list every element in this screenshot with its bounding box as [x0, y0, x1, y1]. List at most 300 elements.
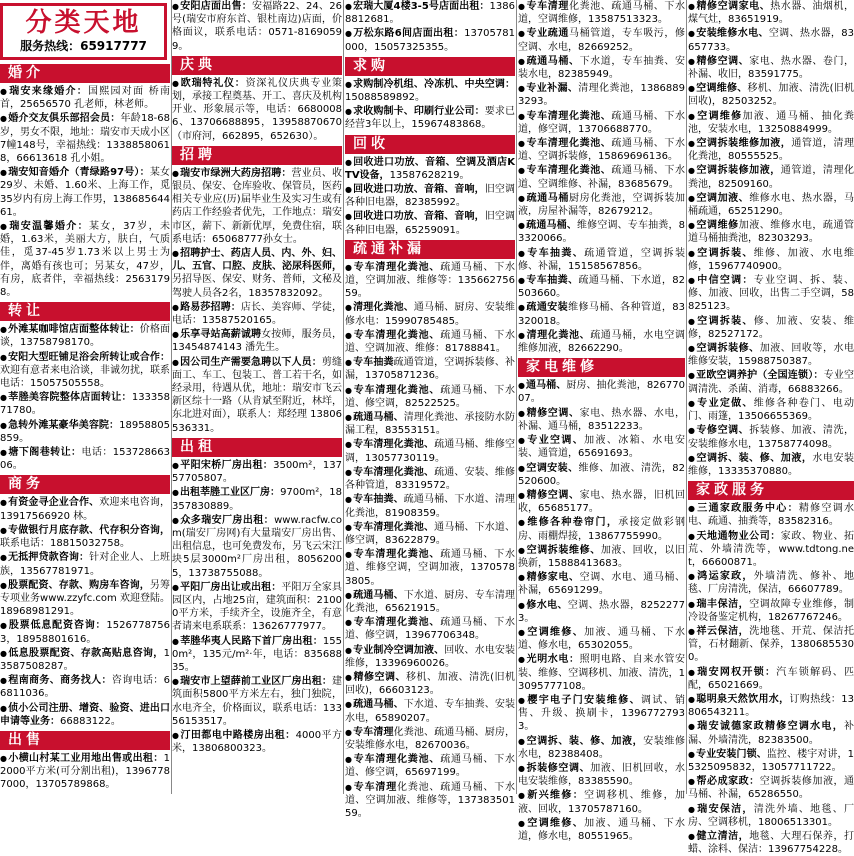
classified-ad — [688, 164, 854, 190]
classified-ad — [345, 644, 515, 670]
ad-body: 疏通马桶、维修空调，13057730119。 — [345, 439, 516, 464]
ad-body: 安福路22、24、26号(瑞安市府东首、银杜南边)店面，价格面议，联系电话：0571-81690599。 — [172, 1, 343, 52]
ad-body: 加液、回收，以旧换新，15888413683。 — [518, 544, 686, 569]
ad-body: 清洗外墙、地毯、厂房、空调移机，18006513301。 — [688, 803, 854, 828]
ad-headline: 空调拆装维修加液， — [696, 138, 792, 150]
ad-headline: 瑞安网权开锁： — [697, 666, 777, 678]
classified-ad — [0, 551, 170, 577]
classified-ad — [0, 496, 170, 522]
classified-ad — [518, 247, 685, 273]
classified-ad — [518, 735, 685, 761]
classified-ad — [518, 762, 685, 788]
ad-body: 18958805859。 — [0, 419, 171, 444]
ad-headline: 回收进口功放、音箱、音响， — [353, 211, 485, 223]
classified-ad — [172, 635, 342, 675]
classified-ad — [0, 702, 170, 728]
ad-body: 补漏、外墙清洗，82383500。 — [688, 721, 854, 746]
ad-headline: 空调拆装、 — [697, 247, 754, 259]
classified-ad — [345, 781, 515, 821]
ad-headline: 专车清理化粪池、 — [353, 521, 435, 533]
ad-headline: 疏通马桶 — [526, 192, 569, 204]
ad-headline: 专业安装门锁、 — [696, 748, 767, 760]
ad-body: 营业员、收银员、保安、仓库验收、保管员，医药相关专业应(历)届毕业生及实习生或有药店工作经验者优先，工作地点：瑞安市区，薪下、新新优厚，免费住宿，联系电话：65068777孙女士。 — [172, 167, 343, 245]
classified-ad — [688, 315, 854, 341]
section-header: 出售 — [0, 731, 170, 750]
ad-body: 加液、冰箱、水电安装、通管道，65691693。 — [518, 435, 686, 460]
ad-body: 专业空调清洗、杀菌、消毒，66883266。 — [688, 370, 854, 395]
classified-ad — [688, 424, 854, 450]
classified-ad — [345, 753, 515, 779]
ad-body: 另招导医、保安、财务、普师，文秘及驾驶人员各2名，18357832092。 — [172, 274, 342, 299]
ad-body: 加液、通马桶、下水道、修水电，65302055。 — [518, 626, 686, 652]
ad-body: 旧空调各种旧电器，65259091。 — [345, 211, 516, 236]
classified-ad — [0, 220, 170, 299]
ad-body: www.racfw.com(瑞安厂房网)有大量瑞安厂房出售、出租信息，也可免费发布，另飞云宋江块5层3000m²厂房出租，80562005，13738755088。 — [172, 514, 342, 579]
classified-ad — [345, 0, 515, 26]
section-header: 家政服务 — [688, 481, 854, 500]
ad-body: 维修、加液、清洗，82520600。 — [518, 462, 685, 487]
ad-body: 下水道、专车抽粪、安装水电，65890207。 — [345, 699, 516, 724]
ad-body: 清理化粪池，13868893293。 — [518, 83, 686, 108]
ad-body: 建筑面积5800平方米左右，独门独院，水电齐全，价格面议，联系电话：13356153517。 — [172, 676, 342, 727]
ad-body: 空调故障专业维修，制冷设备鉴定机构，18267767246。 — [688, 598, 854, 623]
ad-body: 平阳万全家具园区内，占地25亩，建筑面积：21000平方米，手续齐全，设施齐全，有意者请来电系联系：13626777977。 — [172, 581, 343, 633]
ad-headline: 小横山村某工业用地出售或出租： — [8, 752, 164, 764]
classified-ad — [688, 502, 854, 528]
ad-body: 加液、维修水电，疏通管道马桶抽粪池，82303293。 — [688, 220, 854, 245]
classified-ad — [172, 77, 342, 143]
ad-headline: 聪明泉天然饮用水， — [696, 693, 790, 705]
ad-body: 年龄18-68岁，男女不限，地址：瑞安市天成小区7幢148号，幸福热线：13388580618，66613618 孔小姐。 — [0, 113, 171, 165]
ad-body: 加液、回收等，水电维修安装，15988750387。 — [688, 343, 854, 368]
ad-body: 13587508287。 — [0, 647, 171, 672]
ad-headline: 急转外滩某豪华美容院： — [8, 419, 120, 431]
classified-ad — [518, 301, 685, 327]
ad-headline: 精修空调家电、 — [696, 1, 771, 12]
ad-headline: 侦小公司注册、增资、验资、进出口申请等业务： — [0, 702, 170, 727]
ad-headline: 求收购制卡、印刷行业公司： — [353, 106, 485, 118]
classified-ad — [172, 729, 342, 755]
ad-headline: 空调维修 — [697, 110, 743, 122]
ad-headline: 空调维修 — [696, 220, 739, 232]
ad-body: 15088589892。 — [345, 92, 425, 104]
ad-headline: 亚欧空调养护（全国连锁）： — [696, 370, 824, 382]
ad-headline: 空调拆、装、修、加液， — [696, 452, 813, 464]
ad-headline: 招聘护士、药店人员、内、外、妇、儿、五官、口腔、皮肤、泌尿科医师， — [172, 248, 342, 273]
ad-body: 监控、楼宇对讲，15325095832，13057711722。 — [688, 748, 854, 773]
ad-headline: 维修各种卷帘门， — [527, 517, 619, 529]
ad-headline: 瑞安市绿洲大药房招聘： — [180, 167, 292, 179]
ad-body: 拆装修、加液、清洗，安装维修水电，13758774098。 — [688, 425, 854, 450]
classified-ad — [518, 55, 685, 81]
ad-body: 调试、销售、升级、换刷卡，13967727933。 — [518, 694, 686, 733]
ad-body: 欢迎有意者来电洽谈，非诚勿扰，联系电话：15057505558。 — [0, 364, 170, 390]
classified-ad — [688, 219, 854, 245]
ad-headline: 平阳厂房出让或出租： — [180, 581, 282, 593]
ad-headline: 因公司生产需要急聘以下人员： — [180, 356, 322, 368]
classified-ad — [172, 356, 342, 435]
column-divider — [686, 0, 687, 794]
ad-body: 疏通马桶、下水道、清理化粪池，81908359。 — [345, 494, 516, 519]
ad-headline: 中信空调： — [697, 275, 754, 287]
ad-headline: 专车抽粪 — [353, 357, 394, 369]
ad-headline: 清理化粪池、 — [526, 329, 591, 341]
classified-ad — [345, 384, 515, 410]
classified-ad — [518, 407, 685, 433]
ad-body: 13335871780。 — [0, 392, 171, 417]
classified-ad — [518, 516, 685, 542]
ad-headline: 专业定做、 — [697, 397, 754, 409]
classified-ad — [172, 0, 342, 53]
ad-headline: 疏通马桶、 — [353, 699, 404, 711]
ad-body: 清理化粪池、承接防水防漏工程，83553151。 — [345, 412, 516, 437]
ad-headline: 健立清洁， — [696, 830, 750, 842]
ad-body: 加液、通马桶、下水道，修水电，80551965。 — [518, 817, 686, 842]
ad-body: 1550m²，135元/m²·年，电话：83568835。 — [172, 635, 343, 673]
ad-body: 维修空调、专车抽粪，83320066。 — [518, 220, 685, 245]
classified-ad — [345, 27, 515, 53]
ad-body: 洗地毯、开荒、保洁托管，石材翻新、保养，13806855300。 — [688, 625, 854, 664]
ad-headline: 疏通马桶、 — [526, 220, 577, 232]
classified-ad — [518, 653, 685, 693]
classified-ad — [688, 137, 854, 163]
ad-headline: 瑞安保洁， — [697, 803, 754, 815]
classified-ad — [0, 674, 170, 700]
ad-body: 通管道，清理化粪池，80555525。 — [688, 138, 854, 163]
ad-body: 维修、加液、水电维修，15967740900。 — [688, 247, 854, 272]
classified-ad — [0, 351, 170, 391]
ad-headline: 莘塍美容院整体店面转让： — [8, 392, 132, 404]
classified-ad — [518, 817, 685, 843]
classified-ad — [345, 261, 515, 301]
classified-ad — [688, 598, 854, 624]
column-3 — [345, 0, 516, 819]
classified-ad — [688, 666, 854, 692]
classified-ad — [688, 247, 854, 273]
ad-body: 空调、热水器，82522773。 — [518, 599, 686, 624]
ad-body: 要求已经营3年以上，15967483868。 — [345, 106, 516, 131]
ad-body: 热水器、油烟机，煤气灶，83651919。 — [688, 1, 854, 26]
page-title: 分类天地 — [25, 8, 142, 38]
ad-headline: 专车清理化粪池、 — [353, 754, 441, 766]
ad-body: 照明电路、自来水管安装、维修、空调移机、加液、清洗，13095777108。 — [518, 654, 686, 692]
classified-ad — [688, 369, 854, 395]
ad-body: 回收、水电安装维修，13396960026。 — [345, 644, 516, 669]
ad-body: 价格面谈，13758798170。 — [0, 324, 171, 349]
ad-headline: 专车清理 — [353, 781, 398, 793]
ad-body: 承接定做彩钢房、雨棚焊接，13867755990。 — [518, 517, 686, 542]
ad-body: 13705781000，15057325355。 — [345, 28, 515, 53]
ad-headline: 专业空调、 — [527, 435, 585, 447]
ad-headline: 安阳店面出售： — [180, 1, 253, 12]
classified-ad — [345, 548, 515, 588]
ad-headline: 空调维修、 — [527, 626, 585, 638]
classified-ad — [345, 726, 515, 752]
classified-ad — [688, 27, 854, 53]
ad-body: 家电、热水器，旧机回收，65685177。 — [518, 489, 686, 515]
classified-ad — [345, 156, 515, 182]
ad-body: 家电、热水器、卷门，补漏、收旧，83591775。 — [688, 55, 854, 81]
ad-body: 电话：15372866306。 — [0, 447, 171, 472]
ad-body: 空调移机、维修，加液、回收，13705787160。 — [518, 790, 686, 815]
ad-headline: 出租莘塍工业区厂房： — [180, 487, 281, 499]
ad-headline: 新兴维修： — [527, 790, 585, 802]
ad-headline: 精修家电、 — [526, 572, 580, 584]
ad-body: 汽车锁解码、匹配，65021669。 — [688, 666, 854, 691]
ad-body: 疏通马桶、下水道、空调拆装修，15869696136。 — [518, 138, 686, 163]
classified-ad — [345, 521, 515, 547]
ad-body: 地毯、大理石保养，打蜡、涂料、保洁：13967754228。 — [688, 830, 854, 856]
ad-headline: 专车清理化粪池、 — [353, 261, 441, 273]
ad-headline: 平阳宋桥厂房出租： — [180, 459, 274, 471]
classified-ad — [518, 27, 685, 53]
ad-body: 空调拆装修加液，通马桶、补漏，65286550。 — [688, 776, 854, 801]
ad-headline: 专车清理化粪池、 — [526, 110, 612, 122]
classified-ad — [688, 775, 854, 801]
ad-body: 维修水电、热水器，马桶疏通，65251290。 — [688, 192, 854, 218]
header-box — [0, 3, 167, 60]
section-header: 回收 — [345, 135, 515, 154]
ad-body: 安装维修水电，82388408。 — [518, 735, 686, 760]
classified-ad — [688, 55, 854, 81]
ad-body: 3500m²，13757705807。 — [172, 459, 342, 485]
ad-headline: 瑞安知音婚介（青绿路97号）： — [8, 167, 150, 179]
ad-body: 疏通马桶、下水道、空调维修、补漏，83685679。 — [518, 165, 686, 190]
ad-headline: 空调加液、 — [696, 192, 750, 204]
ad-headline: 精修空调、 — [696, 55, 750, 67]
classified-ad — [518, 82, 685, 108]
ad-headline: 瑞安诚德家政精修空调水电， — [697, 721, 845, 733]
ad-headline: 汀田都电中路楼房出租： — [180, 729, 296, 741]
ad-body: 某女29岁、未婚、1.60米、上海工作，觅35岁内有房上海工作男，13868564461。 — [0, 167, 171, 218]
classified-ad — [0, 166, 170, 219]
classified-ad — [518, 379, 685, 405]
ad-body: 疏通马桶、下水道，空调加液、维修等：13566275659。 — [345, 261, 516, 300]
classified-ad — [518, 789, 685, 815]
classified-ad — [688, 720, 854, 746]
section-header: 家电维修 — [518, 358, 685, 377]
ad-body: 厨房、抽化粪池，82677007。 — [518, 380, 685, 405]
ad-body: 水电安装维修，13335370880。 — [688, 452, 854, 477]
classified-ad — [345, 105, 515, 131]
ad-headline: 疏通安装 — [526, 302, 569, 314]
ad-headline: 疏通马桶、 — [353, 412, 404, 424]
ad-headline: 修水电、 — [526, 599, 568, 611]
ad-headline: 空调拆装维修、 — [526, 544, 601, 556]
ad-body: 旧空调各种旧电器，82385992。 — [345, 184, 516, 209]
classified-ad — [688, 0, 854, 26]
classified-ad — [172, 459, 342, 485]
ad-headline: 瑞丰保洁， — [696, 598, 750, 610]
classified-ad — [518, 137, 685, 163]
ad-headline: 无抵押贷款咨询： — [8, 552, 90, 564]
ad-body: 通马桶、下水道、修空调，83622879。 — [345, 521, 516, 546]
ad-body: 欢迎来电咨询，13917566920 林。 — [0, 497, 171, 522]
ad-headline: 瑞安市上望薛前工业区厂房出租： — [180, 676, 332, 688]
ad-headline: 通马桶、 — [526, 380, 567, 392]
ad-headline: 空调拆装、 — [697, 315, 754, 327]
classified-ad — [345, 493, 515, 519]
ad-body: 另筹专项业务www.zzyfc.com 欢迎登陆。18968981291。 — [0, 579, 171, 618]
classified-ad — [518, 274, 685, 300]
classified-ad — [518, 626, 685, 652]
ad-headline: 祥云保洁， — [696, 625, 750, 637]
ad-body: 通马桶、厨房、安装维修水电：15990785485。 — [345, 302, 516, 327]
section-header: 招聘 — [172, 146, 342, 165]
ad-headline: 安阳大型旺铺足浴会所转让或合作： — [8, 351, 170, 363]
classified-ad — [518, 164, 685, 190]
classified-ad — [345, 210, 515, 236]
ad-body: 化粪池、疏通马桶、下水道、空调加液、维修等，13738350159。 — [345, 781, 516, 819]
column-divider — [516, 0, 517, 794]
ad-headline: 天地通物业公司： — [696, 530, 781, 542]
classified-ad — [688, 530, 854, 570]
ad-body: 下水道、厨房、专车清理化粪池，65621915。 — [345, 589, 516, 614]
classified-ad — [688, 452, 854, 478]
classified-ad — [518, 599, 685, 625]
ad-body: 移机、加液、清洗(旧机回收)，82503252。 — [688, 83, 854, 108]
ad-headline: 专车清理化粪池、 — [526, 138, 612, 150]
ad-body: 13587628219。 — [389, 169, 470, 181]
ad-body: 马桶管道，专车吸污，修空调、水电，82669252。 — [518, 28, 686, 53]
ad-headline: 空调拆、装、修、加液， — [526, 735, 644, 747]
ad-body: 空调、热水器，83657733。 — [688, 28, 854, 53]
classified-ad — [0, 391, 170, 417]
ad-body: 化粪池、疏通马桶、下水道，空调维修，13587513323。 — [518, 1, 686, 26]
ad-headline: 光明水电： — [526, 654, 580, 666]
ad-headline: 宏瑞大厦4楼3-5号店面出租： — [353, 1, 490, 12]
ad-body: 国熙园对面 桥南首，25656570 孔老师，林老师。 — [0, 86, 171, 111]
classified-ad — [518, 219, 685, 245]
classified-ad — [172, 486, 342, 512]
classified-ad — [688, 625, 854, 665]
classified-ad — [0, 112, 170, 165]
ad-headline: 清理化粪池、 — [353, 302, 414, 314]
classified-ad — [518, 329, 685, 355]
ad-body: 外墙清洗、修补、地毯、厂房清洗，保洁，66607789。 — [688, 571, 854, 596]
ad-headline: 樱宇电子门安装维修、 — [527, 694, 641, 706]
classified-ad — [172, 514, 342, 580]
ad-headline: 回收进口功放、音箱、音响， — [353, 184, 485, 196]
ad-headline: 低息股票配资、存款高贴息咨询， — [8, 647, 164, 659]
ad-body: 针对企业人、上班族，13567781971。 — [0, 552, 171, 577]
ad-headline: 专业疏通 — [526, 28, 569, 40]
ad-body: 厨房化粪池，空调拆装加液，房屋补漏等，82679212。 — [518, 192, 686, 218]
ad-body: 剪缝面工、车工、包装工、普工若干名，如经录用，待遇从优，地址：瑞安市飞云新区综十一路（从肯斌至附近，林垟，东北进对面），联系人：郑经理 13806536331。 — [172, 356, 343, 434]
ad-body: 疏通马桶、下水道、修空调，82522525。 — [345, 384, 516, 409]
section-header: 疏通补漏 — [345, 240, 515, 259]
ad-body: 9700m²，18357830889。 — [172, 487, 342, 512]
classified-ad — [0, 85, 170, 111]
classified-ad — [345, 616, 515, 642]
ad-headline: 精修空调、 — [526, 407, 580, 419]
ad-body: 某女，37岁，未婚，1.63米，美丽大方，肤白，气质佳，觅37-45岁1.73米以上男士为伴，离婚有孩也可；另某女，47岁，有房，底者伴，幸福热线：25631798。 — [0, 221, 170, 299]
ad-headline: 专车抽粪、 — [526, 275, 579, 287]
ad-headline: 专车抽粪、 — [353, 494, 404, 506]
section-header: 出租 — [172, 438, 342, 457]
ad-headline: 拆装修空调、 — [526, 762, 591, 774]
ad-headline: 专车清理 — [353, 726, 394, 738]
classified-ad — [345, 438, 515, 464]
ad-headline: 乐享寻站高薪诚聘 — [180, 329, 262, 341]
classified-ad — [345, 589, 515, 615]
classified-ad — [172, 675, 342, 728]
classified-ad — [688, 693, 854, 719]
ad-body: 12000平方米(可分割出租)，13967787000，13705789868。 — [0, 752, 171, 791]
ad-body: 疏通马桶、下水道、修空调，65697199。 — [345, 754, 516, 779]
ad-headline: 专做银行月底存款、代存积分咨询， — [8, 524, 170, 536]
classified-ad — [172, 167, 342, 246]
classified-ad — [0, 323, 170, 349]
ad-headline: 万松东路6间店面出租： — [353, 28, 465, 40]
classified-ad — [688, 397, 854, 423]
ad-headline: 瑞安来缘婚介： — [9, 86, 89, 97]
ad-headline: 精修空调、 — [526, 489, 580, 501]
ad-body: 疏通管道，空调拆装修、补漏，15158567856。 — [518, 247, 686, 272]
classified-ad — [345, 183, 515, 209]
ad-body: 疏通马桶，水电空调维修加液，82662290。 — [518, 329, 686, 355]
classified-ad — [0, 647, 170, 673]
ad-body: 移机、加液、清洗(旧机回收)，66603123。 — [345, 671, 516, 697]
ad-headline: 空调维修、 — [527, 817, 585, 829]
classified-ad — [688, 570, 854, 596]
ad-body: 15267787563，18958801616。 — [0, 620, 171, 645]
ad-headline: 专业补漏、 — [526, 83, 579, 95]
ad-body: 维修马桶、各种管道，83320018。 — [518, 302, 686, 327]
ad-body: 66883122。 — [60, 715, 121, 727]
ad-body: 化粪池、疏通马桶、厨房，安装维修水电，82670036。 — [345, 726, 516, 751]
ad-headline: 空调维修、 — [696, 83, 748, 95]
ad-headline: 众多瑞安厂房出租： — [180, 514, 275, 526]
ad-headline: 专车抽粪、 — [527, 247, 585, 259]
ad-body: 家政、物业、拓荒、外墙清洗等，www.tdtong.net，66600871。 — [688, 530, 854, 568]
ad-headline: 疏通马桶、 — [526, 55, 580, 67]
ad-body: 疏通管道，空调拆装修、补漏，13705871236。 — [345, 357, 516, 382]
classified-ad — [0, 419, 170, 445]
section-header: 婚介 — [0, 64, 170, 83]
ad-headline: 专车清理 — [526, 1, 569, 12]
ad-headline: 专车清理化粪池、 — [353, 466, 435, 478]
classified-ad — [518, 462, 685, 488]
service-hotline: 服务热线：65917777 — [20, 39, 147, 53]
classified-ad — [518, 434, 685, 460]
classified-ad — [172, 301, 342, 327]
classified-ad — [518, 110, 685, 136]
ad-body: 资深礼仪庆典专业策划，承接工程奠基、开工、喜庆及机构开业、形象展示等，电话：66800086、13706688895，13958870670（市府河，662895，652630）。 — [172, 77, 343, 142]
ad-headline: 帮必成家政： — [696, 776, 760, 788]
ad-headline: 专车清理化粪池、 — [353, 617, 441, 629]
classified-ad — [688, 748, 854, 774]
classified-ad — [688, 82, 854, 108]
ad-body: 专业空调、拆、装、修、加液、回收，出售二手空调，58825123。 — [688, 275, 854, 313]
ad-headline: 莘塍华夷人民路下首厂房出租： — [180, 635, 323, 647]
section-header: 求购 — [345, 57, 515, 76]
ad-headline: 回收进口功放、音箱、空调及酒店KTV设备， — [345, 156, 515, 181]
classified-ad — [518, 192, 685, 218]
ad-headline: 有资金寻企业合作、 — [8, 497, 100, 509]
classified-ad — [345, 78, 515, 104]
classified-ad — [172, 328, 342, 354]
classified-ad — [345, 671, 515, 697]
ad-body: 精修空调水电、疏通、抽粪等，83582316。 — [688, 503, 854, 528]
ad-body: 联系电话：18815032758。 — [0, 538, 130, 550]
classified-ad — [172, 247, 342, 300]
classified-ad — [172, 581, 342, 634]
ad-body: 店长、美容师、学徒，电话：13587520165。 — [172, 301, 343, 327]
column-4 — [518, 0, 686, 842]
classified-ad — [345, 356, 515, 382]
ad-body: 疏通马桶、下水道、维修空调，空调加液，13705783805。 — [345, 549, 516, 587]
